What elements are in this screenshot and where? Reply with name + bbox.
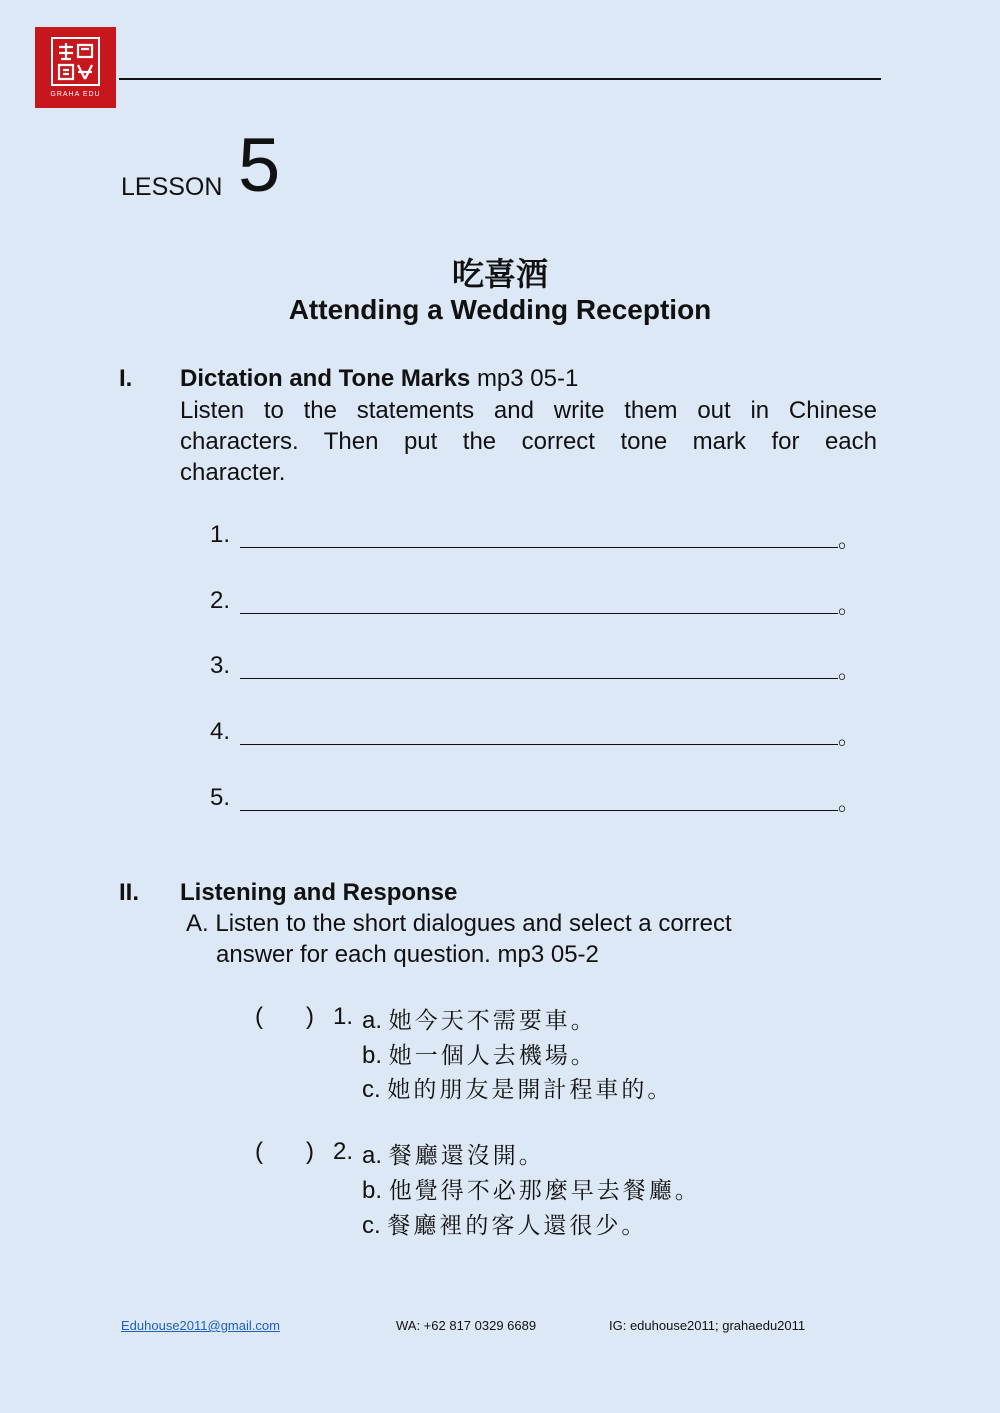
option-letter: a.	[362, 1007, 383, 1034]
logo-caption: GRAHA EDU	[50, 91, 101, 98]
section1-numeral: I.	[119, 365, 133, 392]
answer-paren-close: )	[306, 1138, 314, 1165]
partA-line: Listen to the short dialogues and select a correct	[215, 910, 732, 937]
option-letter: a.	[362, 1142, 383, 1169]
dictation-period: 。	[838, 658, 861, 683]
dictation-period: 。	[838, 724, 861, 749]
instruction-line: characters. Then put the correct tone mark for each	[180, 428, 877, 455]
option-text: 他覺得不必那麼早去餐廳。	[388, 1178, 701, 1204]
section1-audio: mp3 05-1	[476, 365, 579, 392]
instruction-line: character.	[180, 459, 286, 486]
section2-heading: Listening and Response	[180, 879, 458, 906]
dictation-answer-line[interactable]	[240, 810, 838, 811]
answer-paren-close: )	[306, 1003, 314, 1030]
section1-heading-line	[180, 365, 578, 393]
section2-numeral: II.	[119, 879, 140, 906]
dictation-number: 5.	[210, 784, 231, 811]
question-option	[362, 1071, 673, 1104]
footer-whatsapp: WA: +62 817 0329 6689	[396, 1318, 537, 1333]
option-text: 她一個人去機場。	[388, 1043, 597, 1069]
option-letter: c.	[362, 1076, 381, 1103]
option-text: 她今天不需要車。	[388, 1008, 597, 1034]
partA-line: answer for each question. mp3 05-2	[216, 941, 599, 968]
answer-blank[interactable]	[284, 1138, 306, 1164]
footer-instagram: IG: eduhouse2011; grahaedu2011	[609, 1318, 806, 1333]
question-option	[362, 1172, 701, 1205]
logo	[35, 27, 116, 108]
question-option	[362, 1002, 597, 1035]
section2-partA-instructions	[186, 908, 732, 939]
dictation-answer-line[interactable]	[240, 744, 838, 745]
answer-paren-open: (	[255, 1138, 263, 1165]
section1-instructions	[180, 395, 877, 488]
option-text: 餐廳裡的客人還很少。	[387, 1213, 648, 1239]
lesson-number: 5	[238, 123, 281, 208]
dictation-number: 3.	[210, 652, 231, 679]
dictation-number: 1.	[210, 521, 231, 548]
question-option	[362, 1207, 647, 1240]
dictation-period: 。	[838, 790, 861, 815]
option-letter: c.	[362, 1212, 381, 1239]
instruction-line: Listen to the statements and write them out in Chinese	[180, 397, 877, 424]
question-number: 2.	[333, 1138, 354, 1165]
dictation-answer-line[interactable]	[240, 678, 838, 679]
dictation-answer-line[interactable]	[240, 547, 838, 548]
dictation-period: 。	[838, 527, 861, 552]
question-number: 1.	[333, 1003, 354, 1030]
answer-blank[interactable]	[284, 1003, 306, 1029]
footer-email-link[interactable]: Eduhouse2011@gmail.com	[121, 1318, 280, 1333]
dictation-number: 2.	[210, 587, 231, 614]
section2-heading-line	[180, 879, 457, 907]
option-text: 她的朋友是開計程車的。	[387, 1077, 674, 1103]
header-rule	[119, 78, 881, 80]
option-letter: b.	[362, 1177, 383, 1204]
title-chinese: 吃喜酒	[451, 255, 548, 293]
section1-heading: Dictation and Tone Marks	[180, 365, 471, 392]
answer-paren-open: (	[255, 1003, 263, 1030]
title-english: Attending a Wedding Reception	[288, 294, 712, 325]
dictation-answer-line[interactable]	[240, 613, 838, 614]
question-option	[362, 1137, 545, 1170]
option-text: 餐廳還沒開。	[388, 1143, 545, 1169]
dictation-period: 。	[838, 593, 861, 618]
question-option	[362, 1037, 597, 1070]
option-letter: b.	[362, 1042, 383, 1069]
partA-label: A.	[186, 910, 209, 937]
dictation-number: 4.	[210, 718, 231, 745]
lesson-label: LESSON	[121, 173, 223, 201]
logo-seal-icon	[51, 37, 100, 86]
